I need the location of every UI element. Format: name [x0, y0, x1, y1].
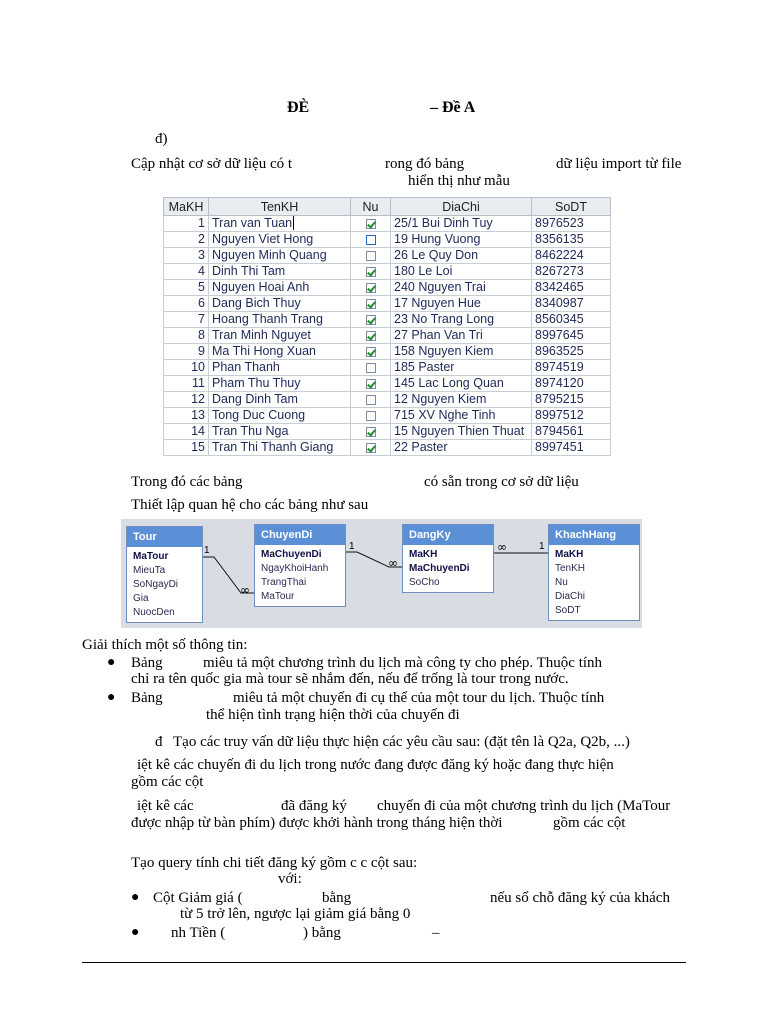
field: SoNgayDi: [133, 579, 179, 590]
diachi-cell: [391, 328, 532, 344]
customer-table: [163, 197, 611, 456]
makh-cell: [164, 376, 209, 392]
explain-heading: Giải thích một số thông tin:: [82, 637, 248, 653]
tenkh-cell: [209, 216, 351, 232]
p7-part-c: chuyến đi của một chương trình du lịch (MaTour: [377, 798, 671, 814]
p1-part-b: rong đó bảng: [385, 156, 465, 172]
field: TrangThai: [261, 577, 307, 588]
sodt-cell-text: 8794561: [535, 424, 584, 438]
col-tenkh: TenKH: [209, 198, 351, 216]
p7-part-b: đã đăng ký: [281, 798, 347, 814]
sodt-cell-text: 8267273: [535, 264, 584, 278]
diachi-cell-text: 26 Le Quy Don: [394, 248, 479, 262]
tenkh-cell-text: Ma Thi Hong Xuan: [212, 344, 316, 358]
makh-cell: [164, 424, 209, 440]
field-pk: MaChuyenDi: [409, 563, 470, 574]
bullet-dot: ●: [107, 655, 116, 670]
nu-checkbox[interactable]: [366, 331, 376, 341]
col-nu: Nu: [351, 198, 391, 216]
sodt-cell-text: 8976523: [535, 216, 584, 230]
tenkh-cell: [209, 296, 351, 312]
b1-part-a: Bảng: [131, 655, 163, 671]
b2-part-c: thể hiện tình trạng hiện thời của chuyến đi: [206, 707, 460, 723]
makh-cell-text: 8: [198, 328, 205, 342]
b2-part-a: Bảng: [131, 690, 163, 706]
tenkh-cell-text: Tong Duc Cuong: [212, 408, 306, 422]
sodt-cell-text: 8997512: [535, 408, 584, 422]
sodt-cell: [532, 248, 611, 264]
makh-cell: [164, 232, 209, 248]
diachi-cell-text: 19 Hung Vuong: [394, 232, 481, 246]
nu-cell: [351, 360, 391, 376]
tenkh-cell: [209, 440, 351, 456]
doc-title-left: ĐÈ: [287, 99, 310, 116]
sodt-cell-text: 8356135: [535, 232, 584, 246]
makh-cell: [164, 248, 209, 264]
diachi-cell-text: 145 Lac Long Quan: [394, 376, 504, 390]
tenkh-cell: [209, 392, 351, 408]
field: Nu: [555, 577, 568, 588]
diachi-cell: [391, 296, 532, 312]
nu-checkbox[interactable]: [366, 379, 376, 389]
makh-cell: [164, 344, 209, 360]
nu-cell: [351, 392, 391, 408]
diachi-cell: [391, 344, 532, 360]
p1-part-a: Cập nhật cơ sở dữ liệu có t: [131, 156, 293, 172]
table-row[interactable]: [164, 328, 611, 344]
tenkh-cell-text: Nguyen Viet Hong: [212, 232, 314, 246]
p7-part-d: được nhập từ bàn phím) được khởi hành trong tháng hiện thời: [131, 815, 503, 831]
diachi-cell: [391, 392, 532, 408]
nu-cell: [351, 248, 391, 264]
nu-checkbox[interactable]: [366, 299, 376, 309]
field: NgayKhoiHanh: [261, 563, 329, 574]
field: NuocDen: [133, 607, 175, 618]
makh-cell-text: 15: [191, 440, 205, 454]
table-card-dangky[interactable]: [402, 524, 494, 593]
table-row[interactable]: [164, 440, 611, 456]
tenkh-cell: [209, 376, 351, 392]
sodt-cell: [532, 264, 611, 280]
p6-part-b: gồm các cột: [131, 774, 204, 790]
diachi-cell: [391, 312, 532, 328]
sodt-cell: [532, 408, 611, 424]
tenkh-cell: [209, 344, 351, 360]
diachi-cell-text: 715 XV Nghe Tinh: [394, 408, 496, 422]
tenkh-cell-text: Hoang Thanh Trang: [212, 312, 323, 326]
diachi-cell-text: 12 Nguyen Kiem: [394, 392, 487, 406]
sodt-cell-text: 8997451: [535, 440, 584, 454]
rel-one-label-3: 1: [539, 541, 545, 552]
table-row[interactable]: [164, 392, 611, 408]
diachi-cell-text: 158 Nguyen Kiem: [394, 344, 494, 358]
nu-cell: [351, 312, 391, 328]
b4-part-c: –: [432, 925, 440, 941]
sodt-cell: [532, 328, 611, 344]
col-sodt: SoDT: [532, 198, 611, 216]
makh-cell: [164, 280, 209, 296]
bullet-dot: ●: [131, 925, 140, 940]
makh-cell: [164, 216, 209, 232]
tenkh-cell: [209, 328, 351, 344]
footer-rule: [82, 962, 686, 963]
sodt-cell-text: 8560345: [535, 312, 584, 326]
p1-part-d: hiển thị như mẫu: [408, 173, 510, 189]
makh-cell: [164, 392, 209, 408]
rel-many-label-1: ∞: [240, 583, 250, 597]
nu-cell: [351, 376, 391, 392]
diachi-cell: [391, 376, 532, 392]
sodt-cell-text: 8340987: [535, 296, 584, 310]
makh-cell-text: 12: [191, 392, 205, 406]
tenkh-cell: [209, 248, 351, 264]
diachi-cell-text: 27 Phan Van Tri: [394, 328, 483, 342]
diachi-cell: [391, 232, 532, 248]
p2-part-b: có sẵn trong cơ sở dữ liệu: [424, 474, 579, 490]
col-diachi: DiaChi: [391, 198, 532, 216]
tenkh-cell: [209, 408, 351, 424]
bullet-dot: ●: [107, 690, 116, 705]
relationship-diagram: [121, 519, 642, 628]
p7-part-e: gồm các cột: [553, 815, 626, 831]
makh-cell-text: 10: [191, 360, 205, 374]
nu-cell: [351, 296, 391, 312]
tenkh-cell-text: Phan Thanh: [212, 360, 280, 374]
sodt-cell: [532, 280, 611, 296]
nu-cell: [351, 344, 391, 360]
table-row[interactable]: [164, 408, 611, 424]
p3-text: Thiết lập quan hệ cho các bảng như sau: [131, 497, 369, 513]
table-row[interactable]: [164, 216, 611, 232]
tenkh-cell: [209, 280, 351, 296]
nu-checkbox[interactable]: [366, 363, 376, 373]
nu-checkbox[interactable]: [366, 411, 376, 421]
sodt-cell: [532, 216, 611, 232]
sodt-cell: [532, 360, 611, 376]
nu-checkbox[interactable]: [366, 395, 376, 405]
doc-title-right: – Đề A: [430, 99, 476, 116]
nu-checkbox[interactable]: [366, 315, 376, 325]
table-row[interactable]: [164, 296, 611, 312]
table-row[interactable]: [164, 280, 611, 296]
diachi-cell: [391, 408, 532, 424]
makh-cell: [164, 312, 209, 328]
makh-cell: [164, 296, 209, 312]
rel-one-label-2: 1: [349, 541, 355, 552]
b2-part-b: miêu tả một chuyến đi cụ thể của một tour du lịch. Thuộc tính: [233, 690, 605, 706]
tenkh-cell-text: Tran Minh Nguyet: [212, 328, 311, 342]
sodt-cell: [532, 312, 611, 328]
p8-part-b: với:: [278, 871, 302, 887]
nu-cell: [351, 264, 391, 280]
table-card-chuyendi[interactable]: [254, 524, 346, 607]
diachi-cell-text: 17 Nguyen Hue: [394, 296, 481, 310]
table-row[interactable]: [164, 232, 611, 248]
makh-cell-text: 9: [198, 344, 205, 358]
table-card-header: KhachHang: [549, 525, 639, 545]
field-pk: MaKH: [409, 549, 438, 560]
sodt-cell-text: 8997645: [535, 328, 584, 342]
p5-part-b: Tạo các truy vấn dữ liệu thực hiện các yêu cầu sau: (đặt tên là Q2a, Q2b, ...): [173, 734, 630, 750]
makh-cell-text: 3: [198, 248, 205, 262]
makh-cell-text: 11: [192, 376, 205, 390]
diachi-cell-text: 25/1 Bui Dinh Tuy: [394, 216, 493, 230]
field: MaTour: [261, 591, 295, 602]
rel-many-label-3: ∞: [497, 540, 507, 554]
sodt-cell: [532, 424, 611, 440]
b3-part-a: Cột Giảm giá (: [153, 890, 243, 906]
tenkh-cell-text: Dang Dinh Tam: [212, 392, 298, 406]
makh-cell-text: 6: [198, 296, 205, 310]
nu-cell: [351, 440, 391, 456]
table-card-header: DangKy: [403, 525, 493, 545]
table-card-header: Tour: [127, 527, 202, 547]
tenkh-cell: [209, 312, 351, 328]
nu-checkbox[interactable]: [366, 267, 376, 277]
diachi-cell: [391, 216, 532, 232]
sodt-cell: [532, 344, 611, 360]
p2-part-a: Trong đó các bảng: [131, 474, 243, 490]
tenkh-cell: [209, 360, 351, 376]
nu-checkbox[interactable]: [366, 427, 376, 437]
diachi-cell-text: 180 Le Loi: [394, 264, 453, 278]
field: MieuTa: [133, 565, 166, 576]
makh-cell: [164, 264, 209, 280]
nu-cell: [351, 408, 391, 424]
makh-cell-text: 13: [191, 408, 205, 422]
sodt-cell-text: 8974120: [535, 376, 584, 390]
table-card-khachhang[interactable]: [548, 524, 640, 621]
sodt-cell: [532, 392, 611, 408]
makh-cell-text: 5: [198, 280, 205, 294]
field: SoCho: [409, 577, 440, 588]
diachi-cell: [391, 280, 532, 296]
p8-text: Tạo query tính chi tiết đăng ký gồm c c cột sau:: [131, 855, 418, 871]
makh-cell-text: 7: [198, 312, 205, 326]
diachi-cell: [391, 360, 532, 376]
nu-cell: [351, 328, 391, 344]
sodt-cell: [532, 440, 611, 456]
table-row[interactable]: [164, 424, 611, 440]
tenkh-cell: [209, 264, 351, 280]
tenkh-cell-text: Nguyen Hoai Anh: [212, 280, 310, 294]
makh-cell: [164, 328, 209, 344]
diachi-cell-text: 22 Paster: [394, 440, 448, 454]
b3-part-d: từ 5 trở lên, ngược lại giảm giá bằng 0: [180, 906, 411, 922]
b3-part-c: nếu số chỗ đăng ký của khách: [490, 890, 670, 906]
sodt-cell-text: 8963525: [535, 344, 584, 358]
p7-part-a: iệt kê các: [137, 798, 194, 814]
diachi-cell-text: 185 Paster: [394, 360, 455, 374]
field: Gia: [133, 593, 149, 604]
field-pk: MaTour: [133, 551, 169, 562]
field: DiaChi: [555, 591, 586, 602]
nu-checkbox[interactable]: [366, 219, 376, 229]
item-label: đ): [155, 131, 168, 147]
nu-cell: [351, 232, 391, 248]
sodt-cell-text: 8974519: [535, 360, 584, 374]
table-row[interactable]: [164, 312, 611, 328]
field-pk: MaChuyenDi: [261, 549, 322, 560]
rel-one-label-1: 1: [204, 545, 210, 556]
nu-cell: [351, 424, 391, 440]
b1-part-c: chỉ ra tên quốc gia mà tour sẽ nhắm đến, nếu để trống là tour trong nước.: [131, 671, 569, 687]
p1-part-c: dữ liệu import từ file: [556, 156, 682, 172]
table-row[interactable]: [164, 376, 611, 392]
makh-cell: [164, 408, 209, 424]
diachi-cell: [391, 440, 532, 456]
diachi-cell-text: 23 No Trang Long: [394, 312, 495, 326]
b1-part-b: miêu tả một chương trình du lịch mà công ty cho phép. Thuộc tính: [203, 655, 603, 671]
sodt-cell-text: 8462224: [535, 248, 584, 262]
b4-part-a: nh Tiền (: [171, 925, 226, 941]
tenkh-cell: [209, 232, 351, 248]
nu-cell: [351, 216, 391, 232]
p5-part-a: đ: [155, 734, 163, 750]
field-pk: MaKH: [555, 549, 584, 560]
field: SoDT: [555, 605, 581, 616]
rel-many-label-2: ∞: [388, 556, 398, 570]
nu-checkbox[interactable]: [366, 235, 376, 245]
tenkh-cell-text: Tran Thu Nga: [212, 424, 289, 438]
p6-part-a: iệt kê các chuyến đi du lịch trong nước đang được đăng ký hoặc đang thực hiện: [137, 757, 614, 773]
tenkh-cell-text: Nguyen Minh Quang: [212, 248, 327, 262]
tenkh-cell: [209, 424, 351, 440]
nu-checkbox[interactable]: [366, 283, 376, 293]
sodt-cell: [532, 376, 611, 392]
table-row[interactable]: [164, 248, 611, 264]
nu-checkbox[interactable]: [366, 251, 376, 261]
tenkh-cell-text: Tran van Tuan: [212, 216, 293, 230]
sodt-cell: [532, 296, 611, 312]
tenkh-cell-text: Dinh Thi Tam: [212, 264, 286, 278]
tenkh-cell-text: Dang Bich Thuy: [212, 296, 301, 310]
nu-checkbox[interactable]: [366, 347, 376, 357]
diachi-cell: [391, 424, 532, 440]
table-row[interactable]: [164, 344, 611, 360]
tenkh-cell-text: Pham Thu Thuy: [212, 376, 301, 390]
table-row[interactable]: [164, 264, 611, 280]
diachi-cell: [391, 264, 532, 280]
makh-cell-text: 4: [198, 264, 205, 278]
makh-cell-text: 2: [198, 232, 205, 246]
nu-checkbox[interactable]: [366, 443, 376, 453]
table-card-header: ChuyenDi: [255, 525, 345, 545]
makh-cell: [164, 360, 209, 376]
tenkh-cell-text: Tran Thi Thanh Giang: [212, 440, 334, 454]
diachi-cell-text: 240 Nguyen Trai: [394, 280, 486, 294]
sodt-cell-text: 8795215: [535, 392, 584, 406]
table-row[interactable]: [164, 360, 611, 376]
b4-part-b: ) bằng: [303, 925, 341, 941]
sodt-cell: [532, 232, 611, 248]
bullet-dot: ●: [131, 890, 140, 905]
nu-cell: [351, 280, 391, 296]
diachi-cell: [391, 248, 532, 264]
text-cursor: [293, 216, 294, 230]
makh-cell-text: 14: [191, 424, 205, 438]
field: TenKH: [555, 563, 586, 574]
sodt-cell-text: 8342465: [535, 280, 584, 294]
b3-part-b: bằng: [322, 890, 352, 906]
makh-cell-text: 1: [198, 216, 205, 230]
diachi-cell-text: 15 Nguyen Thien Thuat: [394, 424, 525, 438]
makh-cell: [164, 440, 209, 456]
col-makh: MaKH: [164, 198, 209, 216]
table-card-tour[interactable]: [126, 526, 203, 623]
table-header-row: [164, 198, 611, 216]
